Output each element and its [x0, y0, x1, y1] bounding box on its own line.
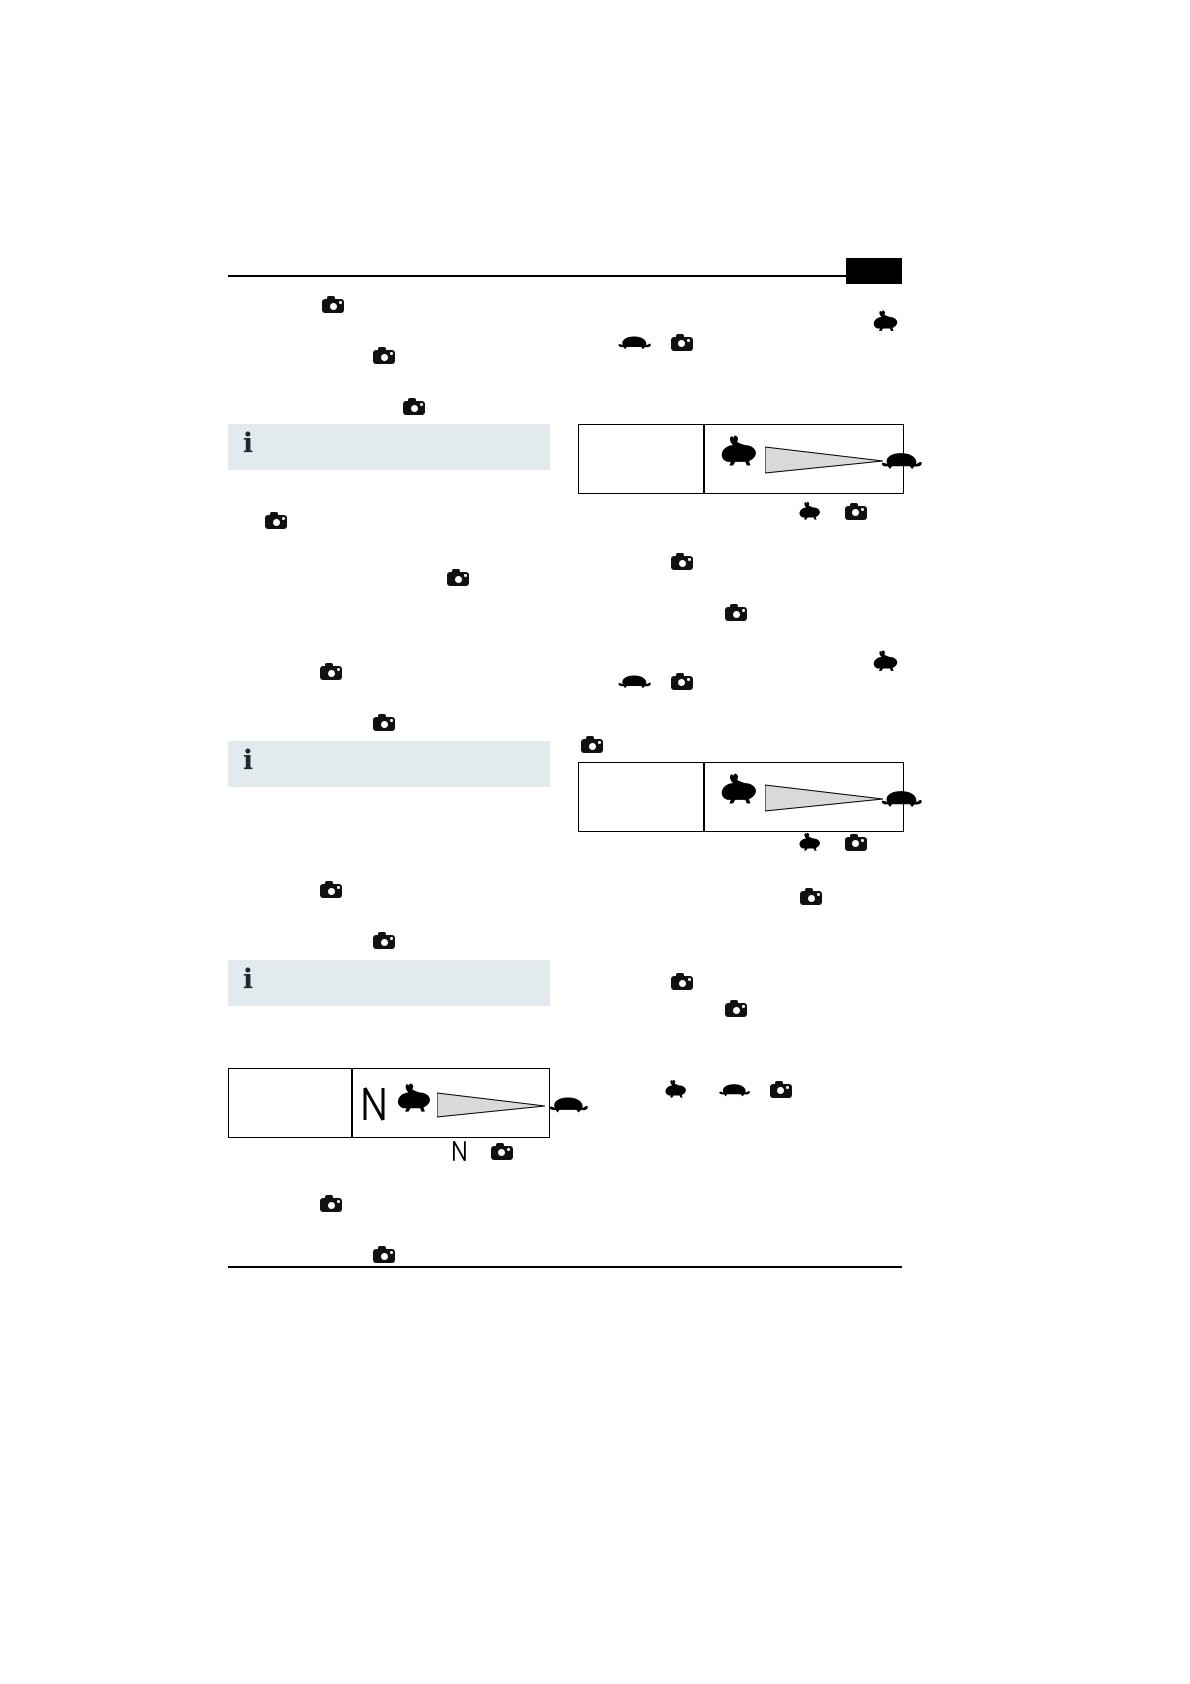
figure-divider — [703, 425, 705, 493]
camera-icon — [725, 1000, 747, 1017]
zigzag-line-icon — [361, 1086, 389, 1122]
rabbit-icon — [798, 501, 824, 521]
camera-icon — [373, 347, 395, 364]
info-icon: i — [242, 428, 254, 459]
info-icon: i — [242, 745, 254, 776]
info-note-1 — [228, 424, 550, 470]
rabbit-icon — [719, 435, 763, 467]
camera-marker-r9 — [671, 973, 693, 991]
camera-marker-11 — [373, 1246, 395, 1264]
camera-icon — [373, 714, 395, 731]
camera-marker-9 — [373, 932, 395, 950]
camera-icon — [373, 932, 395, 949]
figure-speed-range-1 — [578, 424, 904, 494]
camera-icon — [671, 553, 693, 570]
camera-icon — [671, 973, 693, 990]
camera-icon — [725, 604, 747, 621]
camera-icon — [671, 334, 693, 351]
info-note-3 — [228, 960, 550, 1006]
rabbit-marker-2 — [872, 650, 902, 672]
info-note-2 — [228, 741, 550, 787]
camera-icon — [845, 503, 867, 520]
turtle-icon — [616, 332, 652, 352]
camera-icon — [373, 1246, 395, 1263]
rabbit-camera-pair-2 — [798, 832, 867, 852]
camera-icon — [671, 673, 693, 690]
speed-gradient-wedge-icon — [437, 1091, 545, 1119]
speed-gradient-wedge-icon — [765, 783, 883, 813]
camera-marker-6 — [320, 663, 342, 681]
camera-marker-5 — [447, 569, 469, 587]
speed-gradient-wedge-icon — [765, 445, 883, 475]
rabbit-camera-pair-1 — [798, 501, 867, 521]
camera-marker-r6 — [581, 736, 603, 754]
camera-icon — [320, 1195, 342, 1212]
turtle-camera-pair-1 — [616, 332, 693, 352]
info-icon: i — [242, 964, 254, 995]
turtle-icon — [879, 447, 923, 473]
camera-icon — [581, 736, 603, 753]
camera-marker-r10 — [725, 1000, 747, 1018]
camera-marker-3 — [403, 398, 425, 416]
zigzag-line-icon — [450, 1140, 470, 1162]
figure-zigzag-caption — [450, 1140, 513, 1162]
camera-marker-r3 — [671, 553, 693, 571]
camera-icon — [320, 881, 342, 898]
camera-marker-7 — [373, 714, 395, 732]
footer-rule — [228, 1266, 902, 1268]
turtle-icon — [879, 785, 923, 811]
camera-icon — [845, 834, 867, 851]
rabbit-icon — [719, 773, 763, 805]
camera-icon — [447, 569, 469, 586]
rabbit-turtle-camera-row — [664, 1079, 792, 1099]
figure-zigzag-speed — [228, 1068, 550, 1138]
rabbit-icon — [664, 1079, 690, 1099]
turtle-icon — [616, 671, 652, 691]
figure-divider — [703, 763, 705, 831]
figure-speed-range-2 — [578, 762, 904, 832]
camera-icon — [770, 1081, 792, 1098]
camera-marker-1 — [322, 296, 344, 314]
camera-icon — [491, 1143, 513, 1160]
turtle-camera-pair-2 — [616, 671, 693, 691]
camera-marker-4 — [265, 512, 287, 530]
header-rule — [228, 275, 902, 277]
rabbit-icon — [798, 832, 824, 852]
camera-marker-10 — [320, 1195, 342, 1213]
camera-icon — [320, 663, 342, 680]
camera-icon — [322, 296, 344, 313]
camera-icon — [800, 888, 822, 905]
camera-icon — [403, 398, 425, 415]
camera-marker-r4 — [725, 604, 747, 622]
page-tab-marker — [846, 258, 902, 284]
camera-marker-8 — [320, 881, 342, 899]
camera-marker-2 — [373, 347, 395, 365]
figure-divider — [351, 1069, 353, 1137]
turtle-icon — [717, 1080, 751, 1099]
camera-marker-r8 — [800, 888, 822, 906]
turtle-icon — [547, 1092, 589, 1116]
rabbit-icon — [395, 1083, 437, 1113]
rabbit-marker-1 — [872, 310, 902, 332]
camera-icon — [265, 512, 287, 529]
